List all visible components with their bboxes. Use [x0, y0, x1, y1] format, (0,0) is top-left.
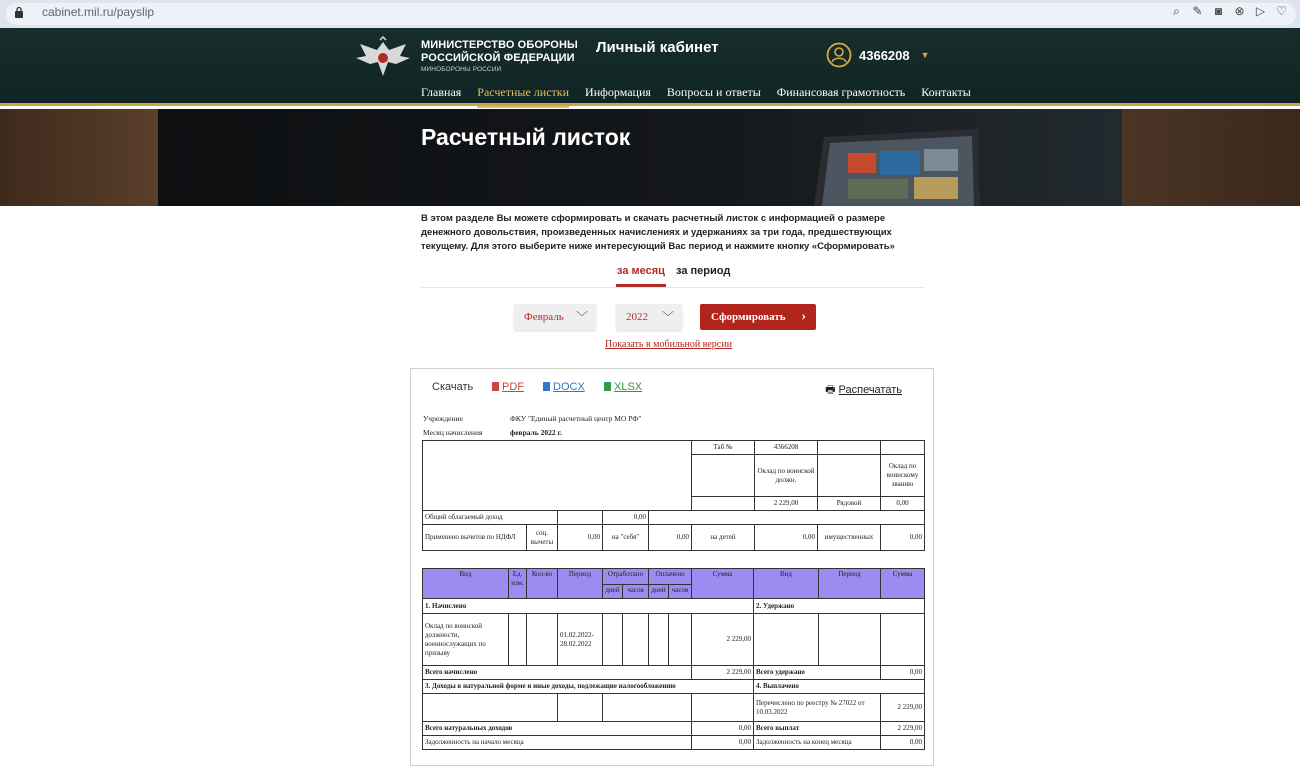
total-natural-label: Всего натуральных доходов — [423, 722, 692, 736]
debt-end-label: Задолженность на конец месяца — [754, 736, 881, 750]
self-label: на "себя" — [603, 525, 649, 551]
tab-value: 4366208 — [755, 441, 818, 455]
pdf-label: PDF — [502, 381, 524, 393]
printer-icon: 🖶 — [825, 384, 836, 396]
table-cell — [603, 694, 692, 722]
col-header-worked-hours: часов — [623, 585, 649, 599]
nav-item-info[interactable]: Информация — [585, 85, 651, 99]
debt-end-value: 0,00 — [881, 736, 925, 750]
natural-income-section-title: 3. Доходы в натуральной форме и иные доходы, подлежащие налогообложению — [423, 680, 754, 694]
col-header-type: Вид — [423, 569, 509, 599]
summary-blank-cell — [818, 455, 881, 497]
nav-item-payslips[interactable]: Расчетные листки — [477, 85, 569, 108]
total-accrued-label: Всего начислено — [423, 666, 692, 680]
col-header-period: Период — [558, 569, 603, 599]
summary-table — [422, 440, 925, 551]
col-header-paid: Оплачено — [649, 569, 692, 585]
total-accrued-value: 2 229,00 — [692, 666, 754, 680]
salary-position-label: Оклад по воинской должн. — [755, 455, 818, 497]
tab-month[interactable]: за месяц — [617, 265, 665, 277]
property-label: имущественных — [818, 525, 881, 551]
accrued-section-title: 1. Начислено — [423, 599, 754, 614]
chevron-right-icon: › — [801, 309, 806, 324]
year-select-value: 2022 — [626, 311, 648, 323]
pdf-file-icon — [492, 382, 499, 391]
col-header-worked: Отработано — [603, 569, 649, 585]
col-header-paid-hours: часов — [669, 585, 692, 599]
total-natural-value: 0,00 — [692, 722, 754, 736]
total-paid-value: 2 229,00 — [881, 722, 925, 736]
table-cell — [558, 694, 603, 722]
col-header-sum: Сумма — [692, 569, 754, 599]
soc-label: соц. вычеты — [527, 525, 558, 551]
soc-value: 0,00 — [558, 525, 603, 551]
salary-rank-value: 0,00 — [881, 497, 925, 511]
table-cell — [754, 614, 819, 666]
table-cell — [881, 614, 925, 666]
property-value: 0,00 — [881, 525, 925, 551]
rank-value: Рядовой — [818, 497, 881, 511]
print-label: Распечатать — [838, 384, 902, 396]
deductions-label: Применено вычетов по НДФЛ — [423, 525, 527, 551]
col-header-worked-days: дней — [603, 585, 623, 599]
col-header-paid-days: дней — [649, 585, 669, 599]
ministry-name[interactable] — [421, 39, 578, 75]
table-cell — [423, 694, 558, 722]
children-label: на детей — [692, 525, 755, 551]
camera-icon[interactable]: ◙ — [1214, 4, 1223, 18]
table-cell — [603, 614, 623, 666]
paid-item-value: 2 229,00 — [881, 694, 925, 722]
table-cell — [649, 614, 669, 666]
ministry-line1: МИНИСТЕРСТВО ОБОРОНЫ — [421, 39, 578, 51]
total-withheld-value: 0,00 — [881, 666, 925, 680]
table-cell — [527, 614, 558, 666]
user-id: 4366208 — [859, 47, 910, 63]
site-header — [0, 28, 1300, 106]
table-cell — [692, 694, 754, 722]
total-paid-label: Всего выплат — [754, 722, 881, 736]
col-header-period-withheld: Период — [819, 569, 881, 599]
send-icon[interactable]: ▷ — [1255, 4, 1266, 18]
debt-start-value: 0,00 — [692, 736, 754, 750]
table-cell — [509, 614, 527, 666]
cabinet-title: Личный кабинет — [596, 39, 719, 56]
year-select[interactable] — [616, 304, 682, 330]
chevron-down-icon: ▼ — [920, 50, 930, 60]
salary-position-value: 2 229,00 — [755, 497, 818, 511]
browser-tools — [1170, 5, 1288, 18]
eagle-emblem-logo[interactable] — [352, 36, 414, 80]
docx-label: DOCX — [553, 381, 585, 393]
col-header-type-withheld: Вид — [754, 569, 819, 599]
table-cell — [623, 614, 649, 666]
page-title: Расчетный листок — [421, 124, 631, 150]
col-header-unit: Ед. изм. — [509, 569, 527, 599]
banner-side-left — [0, 109, 158, 206]
col-header-sum-withheld: Сумма — [881, 569, 925, 599]
summary-blank-cell — [692, 455, 755, 497]
month-select[interactable] — [514, 304, 596, 330]
total-withheld-label: Всего удержано — [754, 666, 881, 680]
ministry-line2: РОССИЙСКОЙ ФЕДЕРАЦИИ — [421, 52, 575, 64]
table-cell — [669, 614, 692, 666]
edit-icon[interactable]: ✎ — [1192, 4, 1203, 18]
browser-address-bar — [0, 0, 1300, 28]
month-value: февраль 2022 г. — [510, 428, 562, 437]
chevron-down-icon: ﹀ — [661, 310, 674, 324]
summary-blank-cell — [558, 511, 603, 525]
page-banner — [0, 109, 1300, 206]
user-menu[interactable] — [826, 42, 930, 68]
summary-blank — [423, 441, 692, 511]
summary-blank-cell — [692, 497, 755, 511]
tab-label: Таб № — [692, 441, 755, 455]
download-pdf-link[interactable] — [492, 381, 524, 393]
accruals-table — [422, 568, 925, 750]
generate-button-label: Сформировать — [711, 311, 786, 323]
month-label: Месяц начисления — [423, 428, 483, 437]
docx-file-icon — [543, 382, 550, 391]
mobile-version-link[interactable]: Показать в мобильной версии — [605, 339, 732, 350]
nav-item-contacts[interactable]: Контакты — [921, 85, 971, 99]
chevron-down-icon: ﹀ — [575, 310, 588, 324]
table-cell — [819, 614, 881, 666]
institution-row — [423, 414, 642, 423]
summary-blank-cell — [818, 441, 881, 455]
xlsx-label: XLSX — [614, 381, 643, 393]
debt-start-label: Задолженность на начало месяца — [423, 736, 692, 750]
download-xlsx-link[interactable] — [604, 381, 642, 393]
intro-text: В этом разделе Вы можете сформировать и скачать расчетный листок с информацией о размере денежного довольствия, произведенных начислениях и удержаниях за три года, предшествующих текущему. Для этого выберите ниже интересующий Вас период и нажмите кнопку «Сформировать» — [421, 213, 895, 252]
accrued-item-name: Оклад по воинской должности, военнослужащих по призыву — [423, 614, 509, 666]
ministry-sub: МИНОБОРОНЫ РОССИИ — [421, 66, 502, 73]
nav-item-faq[interactable]: Вопросы и ответы — [666, 85, 761, 99]
xlsx-file-icon — [604, 382, 611, 391]
generate-button[interactable] — [700, 304, 816, 330]
self-value: 0,00 — [649, 525, 692, 551]
month-select-value: Февраль — [524, 311, 564, 323]
paid-item-name: Перечислено по реестру № 27022 от 10.03.2022 — [754, 694, 881, 722]
col-header-qty: Кол-во — [527, 569, 558, 599]
url-pill[interactable] — [6, 3, 1296, 25]
heart-icon[interactable]: ♡ — [1276, 4, 1287, 18]
accrued-item-sum: 2 229,00 — [692, 614, 754, 666]
banner-side-right — [1122, 109, 1300, 206]
nav-item-home[interactable]: Главная — [421, 85, 462, 99]
salary-rank-label: Оклад по воинскому званию — [881, 455, 925, 497]
payslip-document — [410, 368, 934, 766]
download-label: Скачать — [432, 381, 474, 393]
children-value: 0,00 — [755, 525, 818, 551]
laptop-image — [810, 129, 984, 206]
institution-value: ФКУ "Единый расчетный центр МО РФ" — [510, 414, 642, 423]
summary-blank-cell — [881, 441, 925, 455]
download-docx-link[interactable] — [543, 381, 585, 393]
paid-section-title: 4. Выплачено — [754, 680, 925, 694]
url-text[interactable]: cabinet.mil.ru/payslip — [42, 5, 155, 19]
taxable-income-value: 0,00 — [603, 511, 649, 525]
taxable-income-label: Общий облагаемый доход — [423, 511, 558, 525]
search-icon[interactable]: ⌕ — [1173, 4, 1180, 18]
month-row — [423, 428, 562, 437]
nav-item-finance[interactable]: Финансовая грамотность — [776, 85, 906, 99]
period-tabs — [421, 262, 924, 288]
print-button[interactable] — [825, 381, 902, 400]
withheld-section-title: 2. Удержано — [754, 599, 925, 614]
tab-period[interactable]: за период — [676, 265, 731, 277]
institution-label: Учреждение — [423, 414, 463, 423]
lock-icon — [14, 6, 24, 18]
accrued-item-period: 01.02.2022-28.02.2022 — [558, 614, 603, 666]
close-icon[interactable]: ⊗ — [1234, 4, 1245, 18]
user-icon — [826, 42, 852, 68]
main-nav — [421, 85, 971, 108]
summary-blank-cell — [649, 511, 925, 525]
